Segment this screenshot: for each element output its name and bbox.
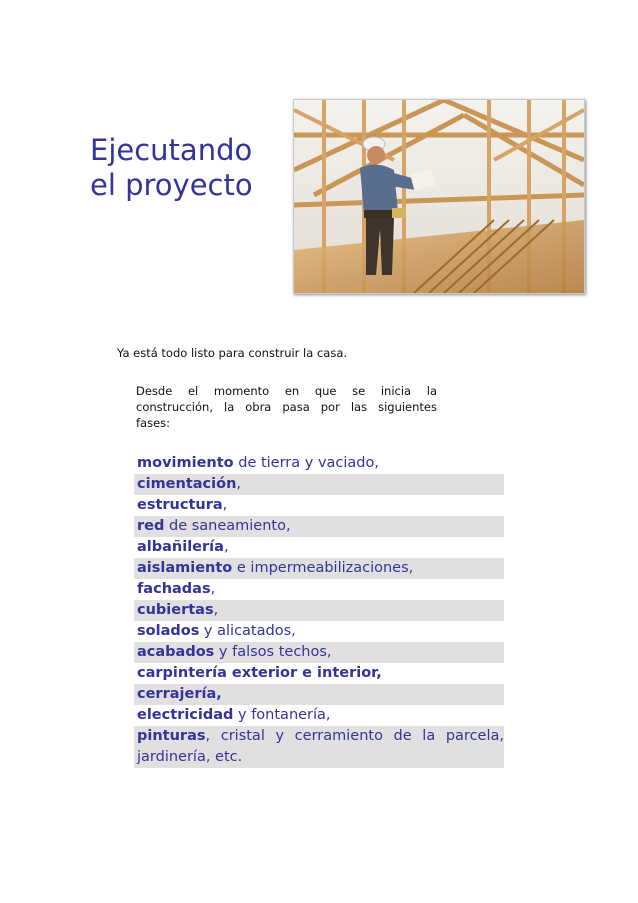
phase-rest: , (236, 476, 242, 492)
phase-bold: electricidad (137, 707, 234, 723)
list-item (134, 474, 504, 495)
phase-rest: , (222, 497, 228, 513)
phase-bold: red (137, 518, 165, 534)
list-item (134, 642, 504, 663)
phase-bold: solados (137, 623, 200, 639)
list-item (134, 600, 504, 621)
list-item (134, 451, 504, 474)
phase-rest: , (223, 539, 229, 555)
list-item (134, 705, 504, 726)
phase-bold: cubiertas (137, 602, 214, 618)
phase-bold: cimentación (137, 476, 237, 492)
phase-bold: carpintería exterior e interior, (137, 665, 382, 681)
title-line-1: Ejecutando (90, 133, 253, 167)
phase-rest: , (213, 602, 219, 618)
list-item (134, 537, 504, 558)
list-item (134, 558, 504, 579)
phase-bold: movimiento (137, 455, 234, 471)
list-item (134, 516, 504, 537)
description-text: Desde el momento en que se inicia la construcción, la obra pasa por las siguientes fases: (136, 384, 437, 430)
title-line-2: el proyecto (90, 168, 253, 202)
construction-photo-icon (294, 100, 584, 293)
list-item (134, 726, 504, 768)
phase-bold: cerrajería, (137, 686, 222, 702)
phase-rest: , cristal y cerramiento de la parcela, jardinería, etc. (137, 728, 504, 765)
list-item (134, 579, 504, 600)
phase-rest: y falsos techos, (214, 644, 332, 660)
page-title (90, 133, 253, 203)
phase-bold: aislamiento (137, 560, 233, 576)
phase-bold: acabados (137, 644, 215, 660)
list-item (134, 621, 504, 642)
phase-bold: albañilería (137, 539, 224, 555)
phase-rest: de saneamiento, (164, 518, 291, 534)
list-item (134, 663, 504, 684)
phase-bold: estructura (137, 497, 223, 513)
phase-rest: y fontanería, (233, 707, 331, 723)
phase-bold: pinturas (137, 728, 206, 744)
list-item (134, 495, 504, 516)
phase-rest: de tierra y vaciado, (233, 455, 379, 471)
phase-rest: , (210, 581, 216, 597)
intro-text: Ya está todo listo para construir la casa. (117, 346, 348, 360)
phase-rest: e impermeabilizaciones, (232, 560, 414, 576)
phase-bold: fachadas (137, 581, 211, 597)
phase-rest: y alicatados, (199, 623, 296, 639)
phase-list (134, 451, 504, 768)
construction-photo (293, 99, 585, 294)
list-item (134, 684, 504, 705)
